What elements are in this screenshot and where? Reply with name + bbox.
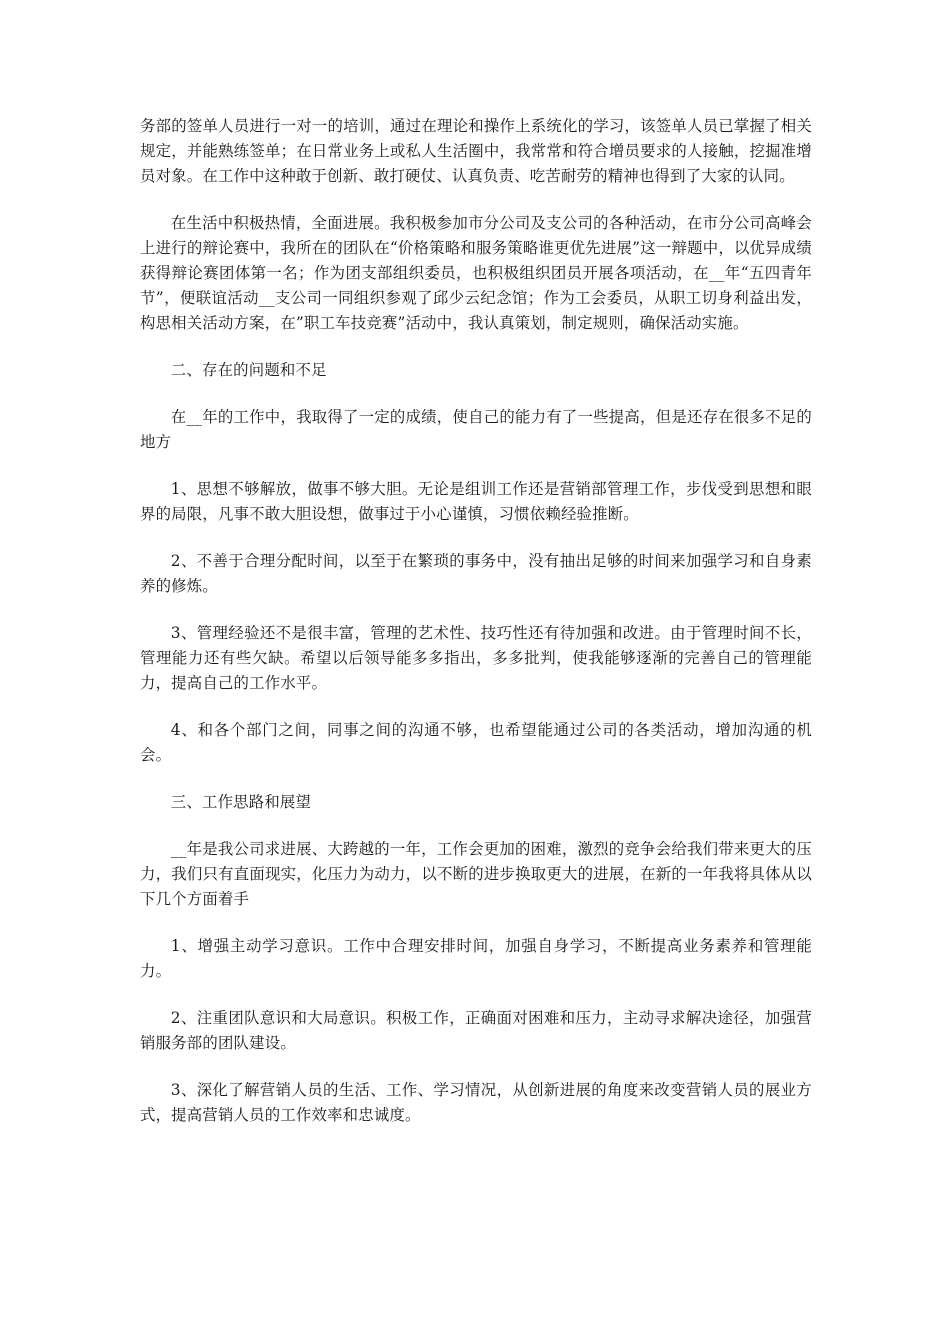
paragraph-plan-2: 2、注重团队意识和大局意识。积极工作，正确面对困难和压力，主动寻求解决途径，加强营销服务部的团队建设。: [140, 1009, 812, 1052]
paragraph-problem-1: 1、思想不够解放，做事不够大胆。无论是组训工作还是营销部管理工作，步伐受到思想和眼界的局限，凡事不敢大胆设想，做事过于小心谨慎，习惯依赖经验推断。: [140, 480, 812, 523]
paragraph-life-activities: 在生活中积极热情，全面进展。我积极参加市分公司及支公司的各种活动，在市分公司高峰会上进行的辩论赛中，我所在的团队在“价格策略和服务策略谁更优先进展”这一辩题中，以优异成绩获得辩论赛团体第一名；作为团支部组织委员，也积极组织团员开展各项活动，在__年“五四青年节”，便联谊活动__支公司一同组织参观了邱少云纪念馆；作为工会委员，从职工切身利益出发，构思相关活动方案，在”职工车技竞赛”活动中，我认真策划，制定规则，确保活动实施。: [140, 214, 812, 332]
document-body: [140, 114, 812, 1150]
paragraph-continuation: 务部的签单人员进行一对一的培训，通过在理论和操作上系统化的学习，该签单人员已掌握了相关规定，并能熟练签单；在日常业务上或私人生活圈中，我常常和符合增员要求的人接触，挖掘准增员对象。在工作中这种敢于创新、敢打硬仗、认真负责、吃苦耐劳的精神也得到了大家的认同。: [140, 117, 812, 185]
paragraph-outlook-intro: __年是我公司求进展、大跨越的一年，工作会更加的困难，激烈的竞争会给我们带来更大的压力，我们只有直面现实，化压力为动力，以不断的进步换取更大的进展，在新的一年我将具体从以下几个方面着手: [140, 840, 812, 908]
section-heading-outlook: 三、工作思路和展望: [170, 793, 312, 811]
paragraph-problems-intro: 在__年的工作中，我取得了一定的成绩，使自己的能力有了一些提高，但是还存在很多不足的地方: [140, 408, 812, 451]
paragraph-problem-3: 3、管理经验还不是很丰富，管理的艺术性、技巧性还有待加强和改进。由于管理时间不长，管理能力还有些欠缺。希望以后领导能多多指出，多多批判，使我能够逐渐的完善自己的管理能力，提高自己的工作水平。: [140, 624, 812, 692]
section-heading-problems: 二、存在的问题和不足: [170, 361, 327, 379]
paragraph-plan-1: 1、增强主动学习意识。工作中合理安排时间，加强自身学习，不断提高业务素养和管理能力。: [140, 937, 812, 980]
paragraph-problem-4: 4、和各个部门之间，同事之间的沟通不够，也希望能通过公司的各类活动，增加沟通的机会。: [140, 721, 812, 764]
paragraph-problem-2: 2、不善于合理分配时间，以至于在繁琐的事务中，没有抽出足够的时间来加强学习和自身素养的修炼。: [140, 552, 812, 595]
paragraph-plan-3: 3、深化了解营销人员的生活、工作、学习情况，从创新进展的角度来改变营销人员的展业方式，提高营销人员的工作效率和忠诚度。: [140, 1081, 812, 1124]
